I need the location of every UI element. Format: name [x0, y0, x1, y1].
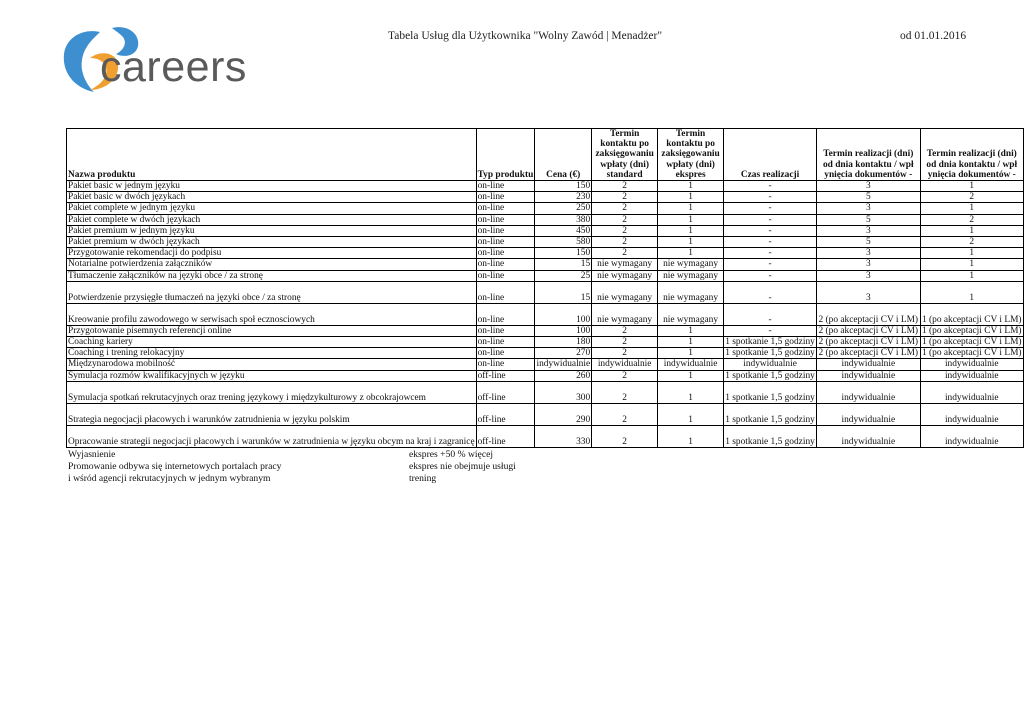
cell-time: -	[724, 214, 817, 225]
cell-time: -	[724, 192, 817, 203]
table-row	[67, 359, 1024, 370]
cell-contact-standard: 2	[592, 348, 658, 359]
cell-price: 15	[535, 259, 592, 270]
cell-contact-standard: 2	[592, 381, 658, 403]
note-line: trening	[409, 473, 437, 484]
cell-contact-express: 1	[658, 225, 724, 236]
cell-price: indywidualnie	[536, 359, 591, 370]
col-header-type: Typ produktu	[476, 129, 535, 181]
cell-deadline-1: 3	[817, 203, 920, 214]
cell-time: 1 spotkanie 1,5 godziny	[725, 370, 815, 381]
cell-name: Pakiet basic w dwóch językach	[67, 192, 477, 203]
cell-deadline-2: 1	[920, 270, 1023, 281]
cell-name: Kreowanie profilu zawodowego w serwisach społ ecznosciowych	[67, 303, 477, 325]
col-header-price: Cena (€)	[535, 129, 592, 181]
cell-time: -	[724, 237, 817, 248]
cell-type: on-line	[476, 281, 535, 303]
document-date: od 01.01.2016	[900, 30, 967, 42]
cell-contact-express: 1	[658, 203, 724, 214]
cell-time: 1 spotkanie 1,5 godziny	[725, 337, 815, 348]
table-row	[67, 225, 1024, 236]
cell-time: indywidualnie	[724, 359, 817, 370]
note-line: ekspres nie obejmuje usługi	[409, 461, 516, 472]
cell-contact-standard: 2	[592, 370, 658, 381]
cell-deadline-2: indywidualnie	[920, 359, 1023, 370]
cell-deadline-2: indywidualnie	[920, 370, 1023, 381]
note-line: Promowanie odbywa się internetowych portalach pracy	[68, 461, 282, 472]
cell-type: off-line	[476, 425, 535, 447]
note-line: Wyjasnienie	[68, 449, 116, 460]
cell-price: 270	[535, 348, 592, 359]
cell-time: -	[724, 259, 817, 270]
cell-price: 180	[535, 337, 592, 348]
cell-time: 1 spotkanie 1,5 godziny	[724, 381, 817, 403]
cell-deadline-1: 2 (po akceptacji CV i LM)	[817, 303, 920, 325]
cell-price: 25	[535, 270, 592, 281]
cell-deadline-1: indywidualnie	[817, 381, 920, 403]
table-row	[67, 348, 1024, 359]
cell-price: 150	[535, 181, 592, 192]
cell-time: -	[724, 325, 817, 336]
cell-contact-standard: 2	[592, 214, 658, 225]
table-row	[67, 325, 1024, 336]
cell-name: Międzynarodowa mobilność	[67, 359, 477, 370]
cell-time: -	[724, 270, 817, 281]
cell-deadline-2: 2	[920, 214, 1023, 225]
cell-time: 1 spotkanie 1,5 godziny	[724, 403, 817, 425]
note-line: i wśród agencji rekrutacyjnych w jednym wybranym	[68, 473, 271, 484]
table-row	[67, 370, 1024, 381]
cell-price: 100	[535, 303, 592, 325]
cell-price: 260	[535, 370, 592, 381]
cell-contact-standard: 2	[592, 248, 658, 259]
cell-name: Coaching kariery	[67, 337, 477, 348]
cell-contact-standard: indywidualnie	[592, 359, 658, 370]
cell-name: Symulacja spotkań rekrutacyjnych oraz trening językowy i międzykulturowy z obcokrajowcem	[67, 381, 477, 403]
cell-type: on-line	[476, 337, 535, 348]
cell-type: on-line	[476, 325, 535, 336]
table-row	[67, 192, 1024, 203]
table-row	[67, 303, 1024, 325]
table-row	[67, 259, 1024, 270]
cell-contact-standard: nie wymagany	[592, 303, 658, 325]
cell-contact-standard: 2	[592, 181, 658, 192]
cell-deadline-1: 2 (po akceptacji CV i LM)	[818, 337, 919, 348]
table-row	[67, 381, 1024, 403]
cell-type: on-line	[476, 348, 535, 359]
cell-contact-express: nie wymagany	[658, 281, 724, 303]
cell-deadline-1: 2 (po akceptacji CV i LM)	[818, 348, 919, 359]
cell-contact-express: nie wymagany	[658, 259, 724, 270]
cell-name: Potwierdzenie przysięgłe tłumaczeń na języki obce / za stronę	[67, 281, 477, 303]
table-header-row	[67, 129, 1024, 181]
cell-name: Coaching i trening relokacyjny	[67, 348, 477, 359]
col-header-contact-standard: Termin kontaktu po zaksięgowaniu wpłaty (dni) standard	[592, 129, 658, 181]
cell-name: Tłumaczenie załączników na języki obce / za stronę	[67, 270, 477, 281]
cell-price: 15	[535, 281, 592, 303]
cell-name: Przygotowanie rekomendacji do podpisu	[67, 248, 477, 259]
cell-contact-standard: nie wymagany	[592, 259, 658, 270]
cell-name: Przygotowanie pisemnych referencji online	[67, 325, 477, 336]
col-header-deadline-1: Termin realizacji (dni) od dnia kontaktu / wpł ynięcia dokumentów -	[817, 129, 920, 181]
cell-deadline-2: indywidualnie	[920, 425, 1023, 447]
cell-time: -	[724, 181, 817, 192]
cell-type: off-line	[476, 403, 535, 425]
cell-name: Opracowanie strategii negocjacji płacowych i warunków w zatrudnienia w języku obcym na kraj i zagranicę	[67, 425, 477, 447]
cell-name: Pakiet basic w jednym języku	[67, 181, 477, 192]
cell-contact-standard: 2	[592, 403, 658, 425]
cell-name: Pakiet complete w dwóch językach	[67, 214, 477, 225]
cell-deadline-1: 3	[817, 270, 920, 281]
cell-deadline-1: indywidualnie	[817, 370, 920, 381]
cell-contact-express: nie wymagany	[658, 270, 724, 281]
table-row	[67, 203, 1024, 214]
cell-deadline-1: 3	[817, 259, 920, 270]
col-header-deadline-2: Termin realizacji (dni) od dnia kontaktu / wpł ynięcia dokumentów -	[920, 129, 1023, 181]
cell-type: on-line	[476, 237, 535, 248]
cell-deadline-1: 3	[817, 281, 920, 303]
notes-right	[409, 449, 516, 485]
cell-price: 150	[535, 248, 592, 259]
cell-type: off-line	[476, 370, 535, 381]
cell-contact-standard: 2	[592, 325, 658, 336]
cell-contact-express: 1	[658, 214, 724, 225]
cell-contact-standard: 2	[592, 337, 658, 348]
document-title: Tabela Usług dla Użytkownika "Wolny Zawód | Menadżer"	[388, 30, 663, 42]
cell-deadline-2: 1	[920, 259, 1023, 270]
cell-deadline-2: 1 (po akceptacji CV i LM)	[921, 337, 1022, 348]
col-header-name: Nazwa produktu	[67, 129, 477, 181]
cell-deadline-2: 1	[920, 248, 1023, 259]
cell-contact-express: 1	[658, 237, 724, 248]
cell-deadline-1: 5	[817, 192, 920, 203]
cell-contact-standard: 2	[592, 192, 658, 203]
cell-contact-express: 1	[658, 348, 724, 359]
cell-contact-express: nie wymagany	[658, 303, 724, 325]
cell-contact-express: 1	[658, 181, 724, 192]
note-line: ekspres +50 % więcej	[409, 449, 493, 460]
cell-deadline-1: indywidualnie	[817, 425, 920, 447]
cell-deadline-2: 1 (po akceptacji CV i LM)	[921, 348, 1022, 359]
cell-contact-express: 1	[658, 370, 724, 381]
cell-contact-standard: 2	[592, 237, 658, 248]
cell-type: on-line	[476, 225, 535, 236]
cell-deadline-2: 1	[920, 203, 1023, 214]
notes-left	[68, 449, 281, 485]
cell-deadline-1: indywidualnie	[817, 403, 920, 425]
cell-type: on-line	[476, 248, 535, 259]
cell-deadline-1: indywidualnie	[817, 359, 920, 370]
table-row	[67, 270, 1024, 281]
cell-type: on-line	[476, 359, 535, 370]
table-row	[67, 248, 1024, 259]
table-row	[67, 337, 1024, 348]
cell-price: 580	[535, 237, 592, 248]
table-row	[67, 181, 1024, 192]
cell-type: on-line	[476, 181, 535, 192]
cell-name: Pakiet complete w jednym języku	[67, 203, 477, 214]
cell-name: Pakiet premium w jednym języku	[67, 225, 477, 236]
col-header-contact-express: Termin kontaktu po zaksięgowaniu wpłaty (dni) ekspres	[658, 129, 724, 181]
cell-deadline-1: 3	[817, 225, 920, 236]
cell-price: 230	[535, 192, 592, 203]
cell-type: off-line	[476, 381, 535, 403]
cell-name: Pakiet premium w dwóch językach	[67, 237, 477, 248]
cell-type: on-line	[476, 259, 535, 270]
cell-price: 300	[535, 381, 592, 403]
cell-deadline-1: 3	[817, 248, 920, 259]
cell-contact-express: 1	[658, 381, 724, 403]
cell-contact-express: 1	[658, 403, 724, 425]
cell-contact-express: 1	[658, 425, 724, 447]
cell-type: on-line	[476, 203, 535, 214]
cell-price: 450	[535, 225, 592, 236]
cell-name: Symulacja rozmów kwalifikacyjnych w języku	[67, 370, 477, 381]
cell-price: 250	[535, 203, 592, 214]
cell-price: 290	[535, 403, 592, 425]
cell-time: -	[724, 248, 817, 259]
cell-deadline-1: 5	[817, 237, 920, 248]
cell-time: 1 spotkanie 1,5 godziny	[725, 348, 815, 359]
table-row	[67, 214, 1024, 225]
cell-time: -	[724, 303, 817, 325]
services-table	[66, 128, 1024, 448]
cell-type: on-line	[476, 214, 535, 225]
cell-deadline-2: 1	[920, 281, 1023, 303]
cell-contact-standard: 2	[592, 425, 658, 447]
cell-name: Strategia negocjacji płacowych i warunków zatrudnienia w języku polskim	[67, 403, 477, 425]
cell-time: -	[724, 281, 817, 303]
cell-contact-express: 1	[658, 337, 724, 348]
cell-deadline-1: 3	[817, 181, 920, 192]
logo-wordmark: careers	[100, 43, 247, 91]
table-row	[67, 425, 1024, 447]
table-row	[67, 281, 1024, 303]
cell-deadline-1: 5	[817, 214, 920, 225]
cell-deadline-2: indywidualnie	[920, 403, 1023, 425]
cell-contact-express: 1	[658, 325, 724, 336]
cell-type: on-line	[476, 270, 535, 281]
cell-time: -	[724, 203, 817, 214]
cell-contact-express: 1	[658, 248, 724, 259]
cell-price: 330	[535, 425, 592, 447]
cell-deadline-2: 2	[920, 192, 1023, 203]
cell-time: 1 spotkanie 1,5 godziny	[724, 425, 817, 447]
col-header-time: Czas realizacji	[724, 129, 817, 181]
cell-deadline-2: 1 (po akceptacji CV i LM)	[920, 303, 1023, 325]
table-row	[67, 237, 1024, 248]
cell-contact-standard: 2	[592, 225, 658, 236]
cell-contact-express: 1	[658, 192, 724, 203]
cell-deadline-2: 1	[920, 181, 1023, 192]
cell-deadline-1: 2 (po akceptacji CV i LM)	[818, 325, 919, 336]
cell-contact-standard: nie wymagany	[592, 270, 658, 281]
cell-type: on-line	[476, 192, 535, 203]
cell-name: Notarialne potwierdzenia załączników	[67, 259, 477, 270]
cell-deadline-2: 2	[920, 237, 1023, 248]
cell-deadline-2: 1	[920, 225, 1023, 236]
cell-contact-standard: nie wymagany	[592, 281, 658, 303]
cell-type: on-line	[476, 303, 535, 325]
cell-price: 380	[535, 214, 592, 225]
cell-deadline-2: 1 (po akceptacji CV i LM)	[921, 325, 1022, 336]
cell-contact-express: indywidualnie	[658, 359, 724, 370]
cell-time: -	[724, 225, 817, 236]
cell-price: 100	[535, 325, 592, 336]
cell-deadline-2: indywidualnie	[920, 381, 1023, 403]
cell-contact-standard: 2	[592, 203, 658, 214]
table-row	[67, 403, 1024, 425]
